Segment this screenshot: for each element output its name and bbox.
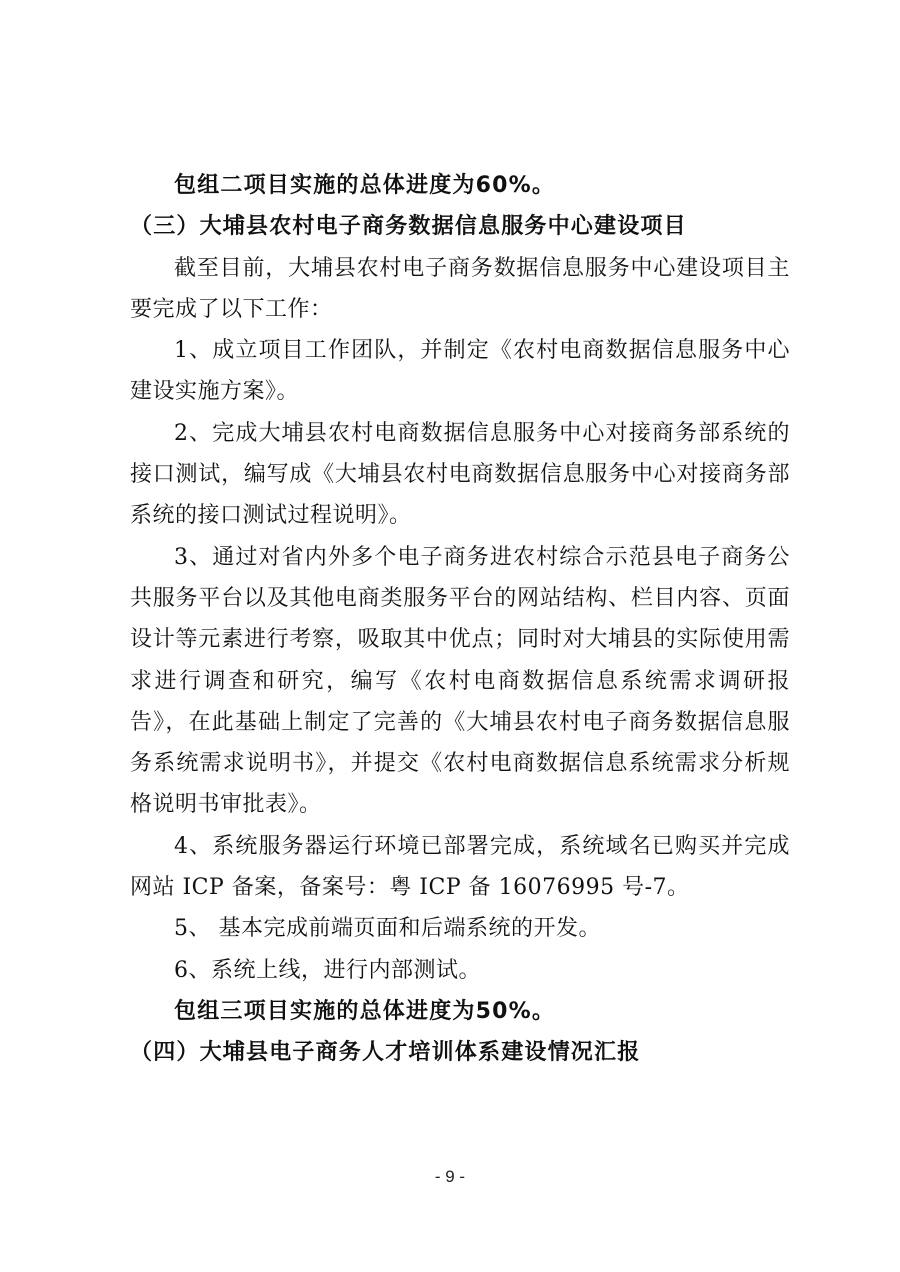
document-body bbox=[130, 165, 790, 1074]
work-item-5: 5、 基本完成前端页面和后端系统的开发。 bbox=[174, 916, 601, 942]
progress-summary-package-3: 包组三项目实施的总体进度为50%。 bbox=[174, 998, 556, 1024]
section-heading-4: （四）大埔县电子商务人才培训体系建设情况汇报 bbox=[130, 1040, 641, 1066]
work-item-3: 3、通过对省内外多个电子商务进农村综合示范县电子商务公共服务平台以及其他电商类服务平台的网站结构、栏目内容、页面设计等元素进行考察，吸取其中优点；同时对大埔县的实际使用需求进行调查和研究，编写《农村电商数据信息系统需求调研报告》，在此基础上制定了完善的《大埔县农村电子商务数据信息服务系统需求说明书》，并提交《农村电商数据信息系统需求分析规格说明书审批表》。 bbox=[130, 544, 790, 818]
work-item-2: 2、完成大埔县农村电商数据信息服务中心对接商务部系统的接口测试，编写成《大埔县农村电商数据信息服务中心对接商务部系统的接口测试过程说明》。 bbox=[130, 420, 790, 529]
work-item-4: 4、系统服务器运行环境已部署完成，系统域名已购买并完成网站 ICP 备案，备案号：粤 ICP 备 16076995 号-7。 bbox=[130, 833, 790, 901]
progress-summary-package-2: 包组二项目实施的总体进度为60%。 bbox=[174, 173, 556, 198]
work-item-6: 6、系统上线，进行内部测试。 bbox=[174, 957, 481, 983]
page-number: - 9 - bbox=[434, 1167, 466, 1186]
work-item-1: 1、成立项目工作团队，并制定《农村电商数据信息服务中心建设实施方案》。 bbox=[130, 338, 790, 405]
section-heading-3: （三）大埔县农村电子商务数据信息服务中心建设项目 bbox=[130, 214, 687, 240]
intro-paragraph: 截至目前，大埔县农村电子商务数据信息服务中心建设项目主要完成了以下工作： bbox=[130, 255, 790, 322]
